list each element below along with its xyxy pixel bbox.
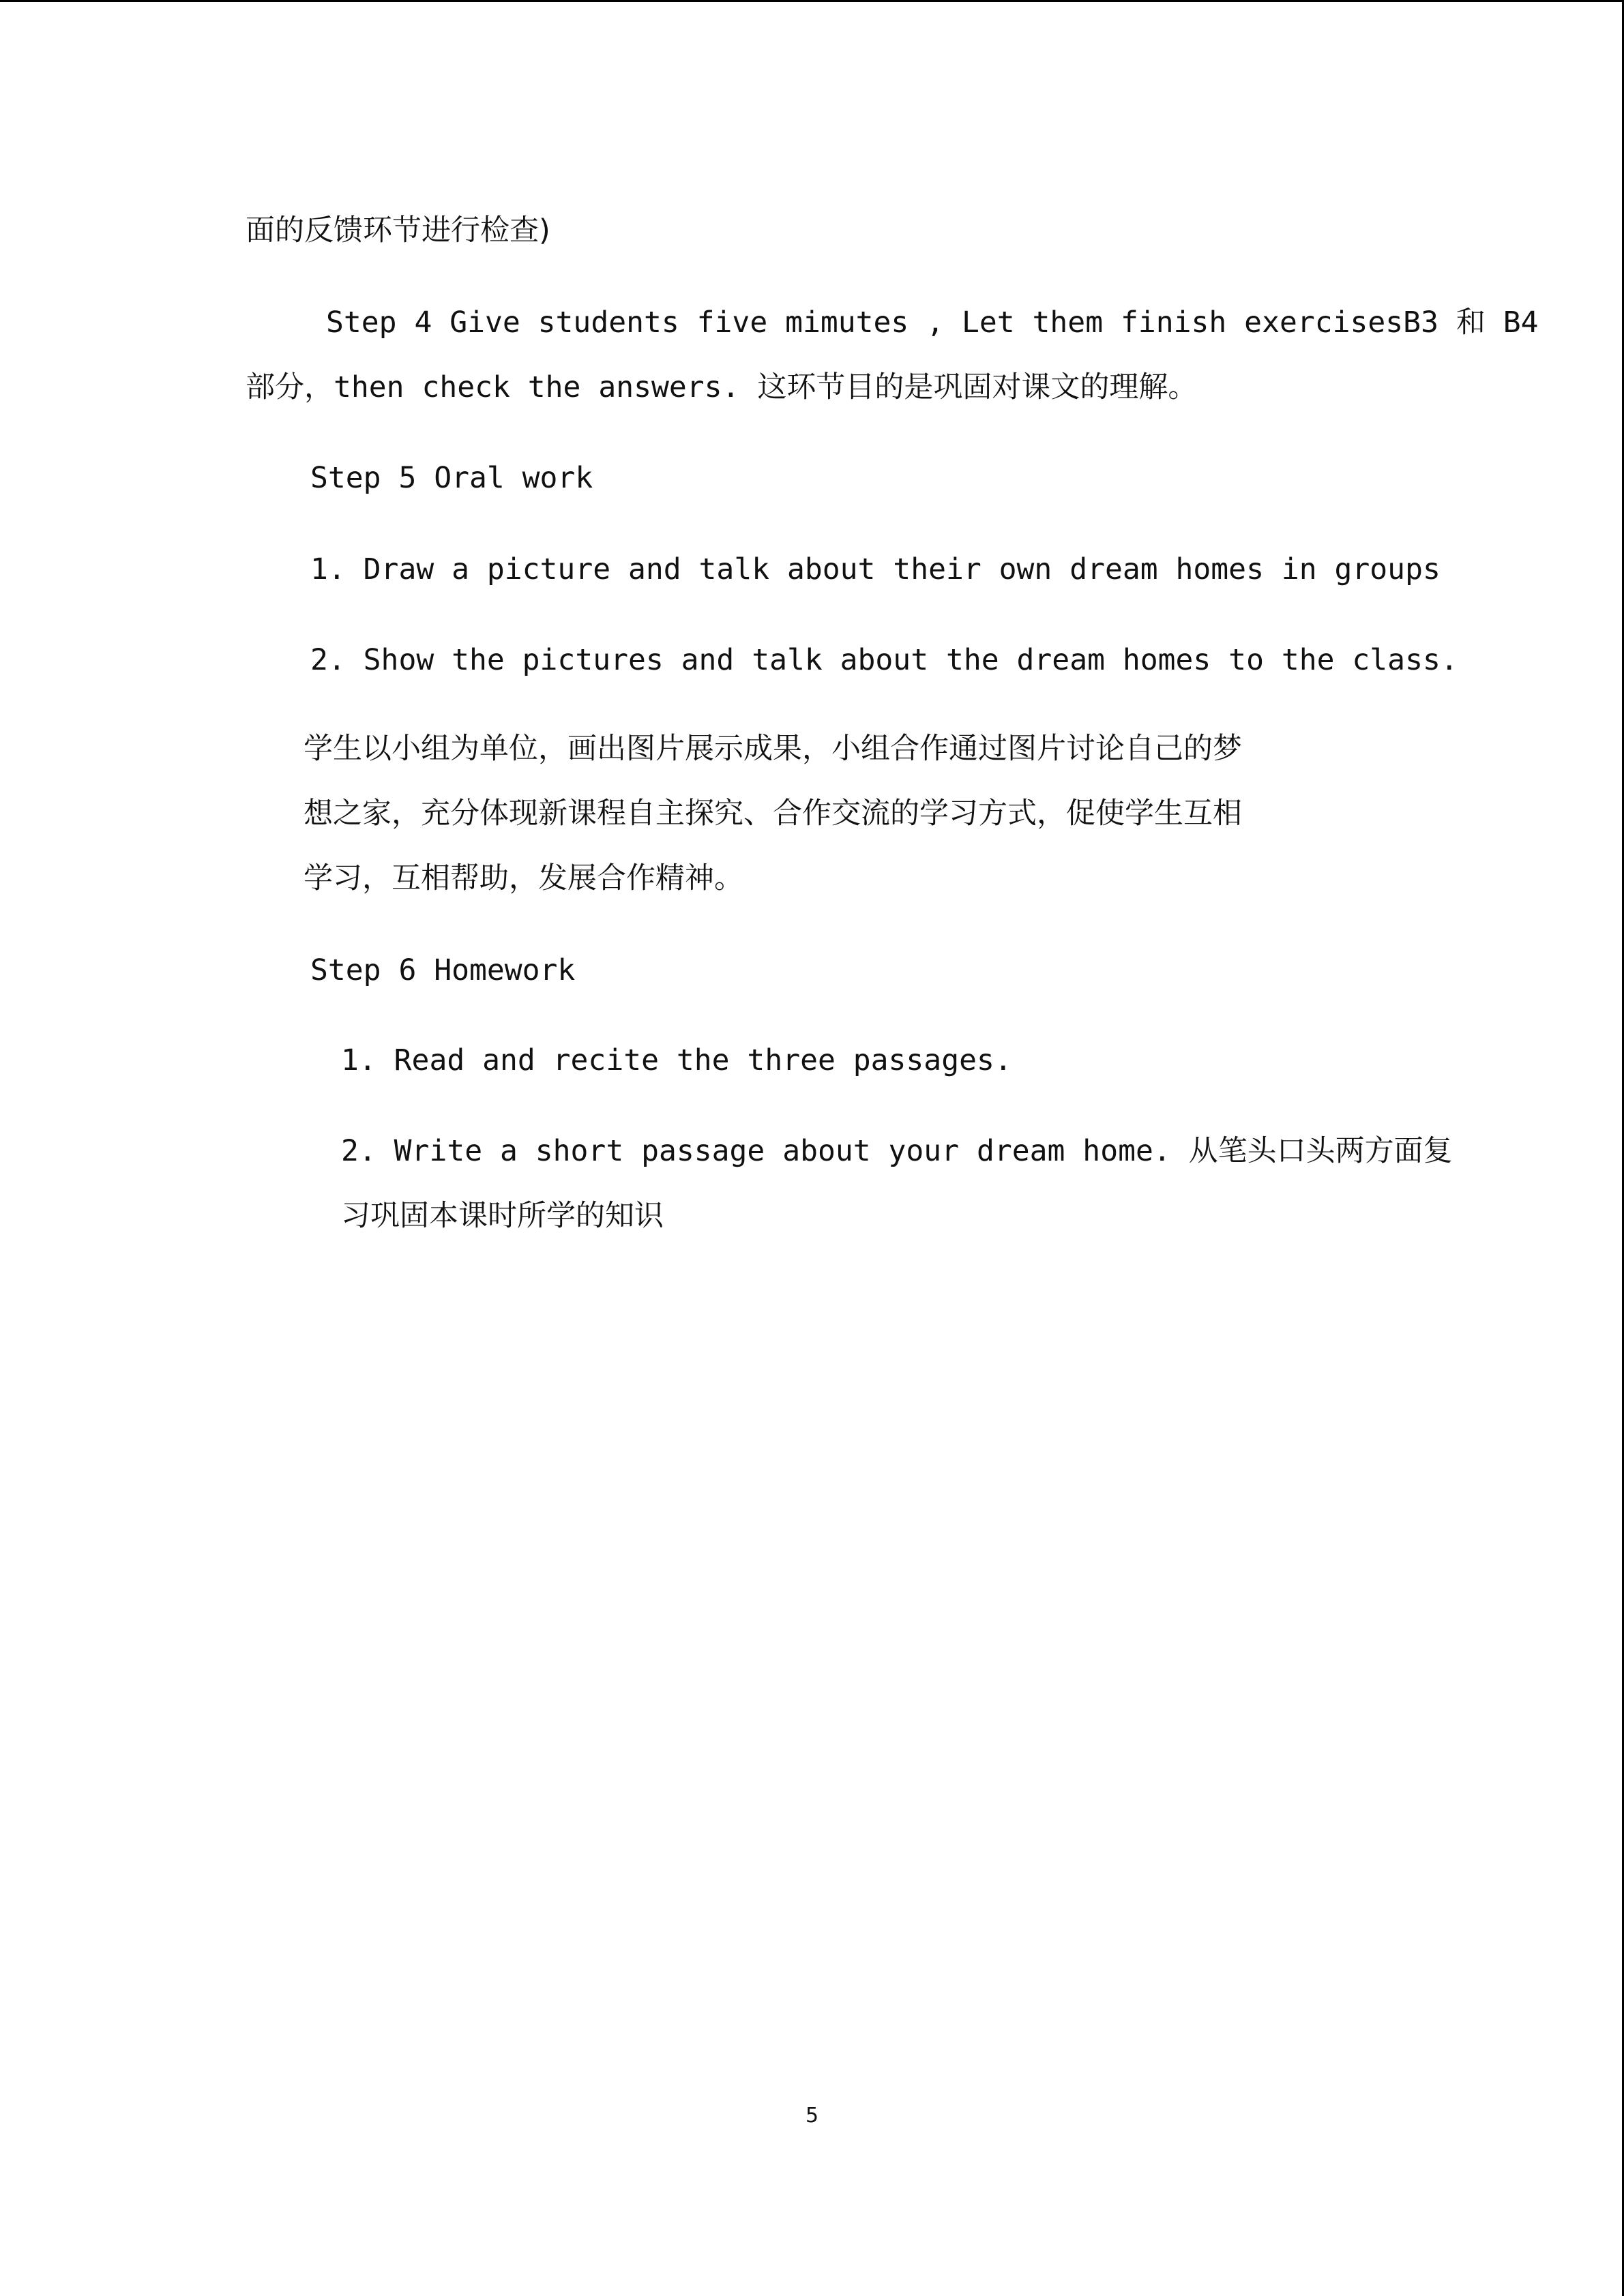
step-5-note-line-3: 学习，互相帮助，发展合作精神。 [304, 861, 743, 895]
step-5-heading: Step 5 Oral work [310, 461, 593, 495]
step-4-line-2: 部分，then check the answers. 这环节目的是巩固对课文的理解。 [246, 370, 1198, 404]
step-5-note-line-2: 想之家，充分体现新课程自主探究、合作交流的学习方式，促使学生互相 [304, 796, 1242, 831]
step-6-item-2-line-2: 习巩固本课时所学的知识 [341, 1199, 664, 1233]
step-4-line-1: Step 4 Give students five mimutes , Let them finish exercisesB3 和 B4 [326, 305, 1539, 340]
step-5-item-2: 2. Show the pictures and talk about the dream homes to the class. [310, 643, 1458, 677]
step-6-item-1: 1. Read and recite the three passages. [341, 1043, 1012, 1077]
step-5-item-1: 1. Draw a picture and talk about their own dream homes in groups [310, 552, 1441, 586]
step-6-item-2-line-1: 2. Write a short passage about your dream home. 从笔头口头两方面复 [341, 1134, 1453, 1168]
page-number: 5 [805, 2104, 819, 2128]
step-5-note-line-1: 学生以小组为单位，画出图片展示成果，小组合作通过图片讨论自己的梦 [304, 732, 1242, 766]
paragraph-continuation: 面的反馈环节进行检查) [246, 213, 550, 248]
step-6-heading: Step 6 Homework [310, 953, 576, 987]
